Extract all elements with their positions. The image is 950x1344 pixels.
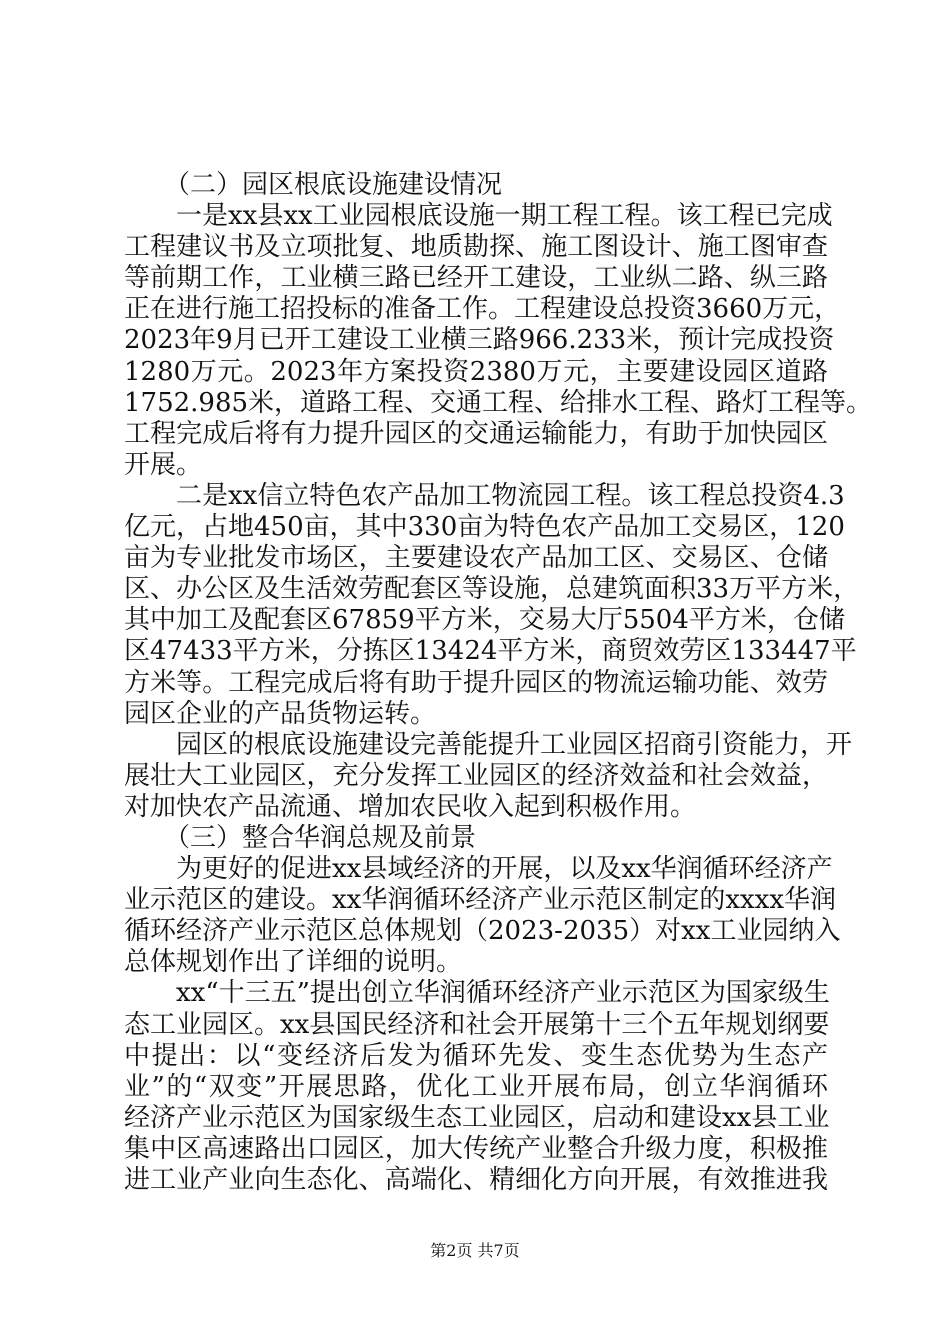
text-line: 工程建议书及立项批复、地质勘探、施工图设计、施工图审查 <box>124 232 828 263</box>
section-heading: （三）整合华润总规及前景 <box>164 822 477 853</box>
text-line: 亩为专业批发市场区，主要建设农产品加工区、交易区、仓储 <box>124 543 828 574</box>
text-line: 2023年9月已开工建设工业横三路966.233米，预计完成投资 <box>124 325 835 356</box>
text-line: 1280万元。2023年方案投资2380万元，主要建设园区道路 <box>124 356 828 387</box>
text-line: 展壮大工业园区，充分发挥工业园区的经济效益和社会效益， <box>124 760 828 791</box>
text-line: 区47433平方米，分拣区13424平方米，商贸效劳区133447平 <box>124 636 857 667</box>
text-line: 正在进行施工招投标的准备工作。工程建设总投资3660万元， <box>124 294 841 325</box>
text-line: 园区的根底设施建设完善能提升工业园区招商引资能力，开 <box>176 729 853 760</box>
text-line: 1752.985米，道路工程、交通工程、给排水工程、路灯工程等。 <box>124 387 873 418</box>
text-line: 方米等。工程完成后将有助于提升园区的物流运输功能、效劳 <box>124 667 828 698</box>
text-line: 进工业产业向生态化、高端化、精细化方向开展，有效推进我 <box>124 1165 828 1195</box>
text-line: 等前期工作，工业横三路已经开工建设，工业纵二路、纵三路 <box>124 263 828 294</box>
text-line: 园区企业的产品货物运转。 <box>124 698 437 729</box>
section-heading: （二）园区根底设施建设情况 <box>164 170 503 200</box>
text-line: 业示范区的建设。xx华润循环经济产业示范区制定的xxxx华润 <box>124 885 836 916</box>
text-line: 一是xx县xx工业园根底设施一期工程工程。该工程已完成 <box>176 201 833 232</box>
document-body <box>124 170 873 1196</box>
text-line: 区、办公区及生活效劳配套区等设施，总建筑面积33万平方米， <box>124 574 860 605</box>
text-line: 总体规划作出了详细的说明。 <box>124 947 463 978</box>
text-line: 业”的“双变”开展思路，优化工业开展布局，创立华润循环 <box>124 1071 828 1102</box>
text-line: 中提出：以“变经济后发为循环先发、变生态优势为生态产 <box>124 1040 828 1071</box>
text-line: 工程完成后将有力提升园区的交通运输能力，有助于加快园区 <box>124 418 828 449</box>
text-line: 循环经济产业示范区总体规划（2023-2035）对xx工业园纳入 <box>124 916 841 947</box>
text-line: 为更好的促进xx县域经济的开展，以及xx华润循环经济产 <box>176 854 833 885</box>
page-footer: 第2页 共7页 <box>430 1241 520 1260</box>
text-line: 对加快农产品流通、增加农民收入起到积极作用。 <box>124 791 697 822</box>
text-line: 集中区高速路出口园区，加大传统产业整合升级力度，积极推 <box>124 1133 828 1164</box>
text-line: 其中加工及配套区67859平方米，交易大厅5504平方米，仓储 <box>124 605 845 636</box>
text-line: xx“十三五”提出创立华润循环经济产业示范区为国家级生 <box>176 978 830 1009</box>
text-line: 亿元，占地450亩，其中330亩为特色农产品加工交易区，120 <box>124 512 845 543</box>
text-line: 开展。 <box>124 449 203 480</box>
text-line: 经济产业示范区为国家级生态工业园区，启动和建设xx县工业 <box>124 1102 830 1133</box>
text-line: 态工业园区。xx县国民经济和社会开展第十三个五年规划纲要 <box>124 1009 830 1040</box>
text-line: 二是xx信立特色农产品加工物流园工程。该工程总投资4.3 <box>176 480 845 511</box>
